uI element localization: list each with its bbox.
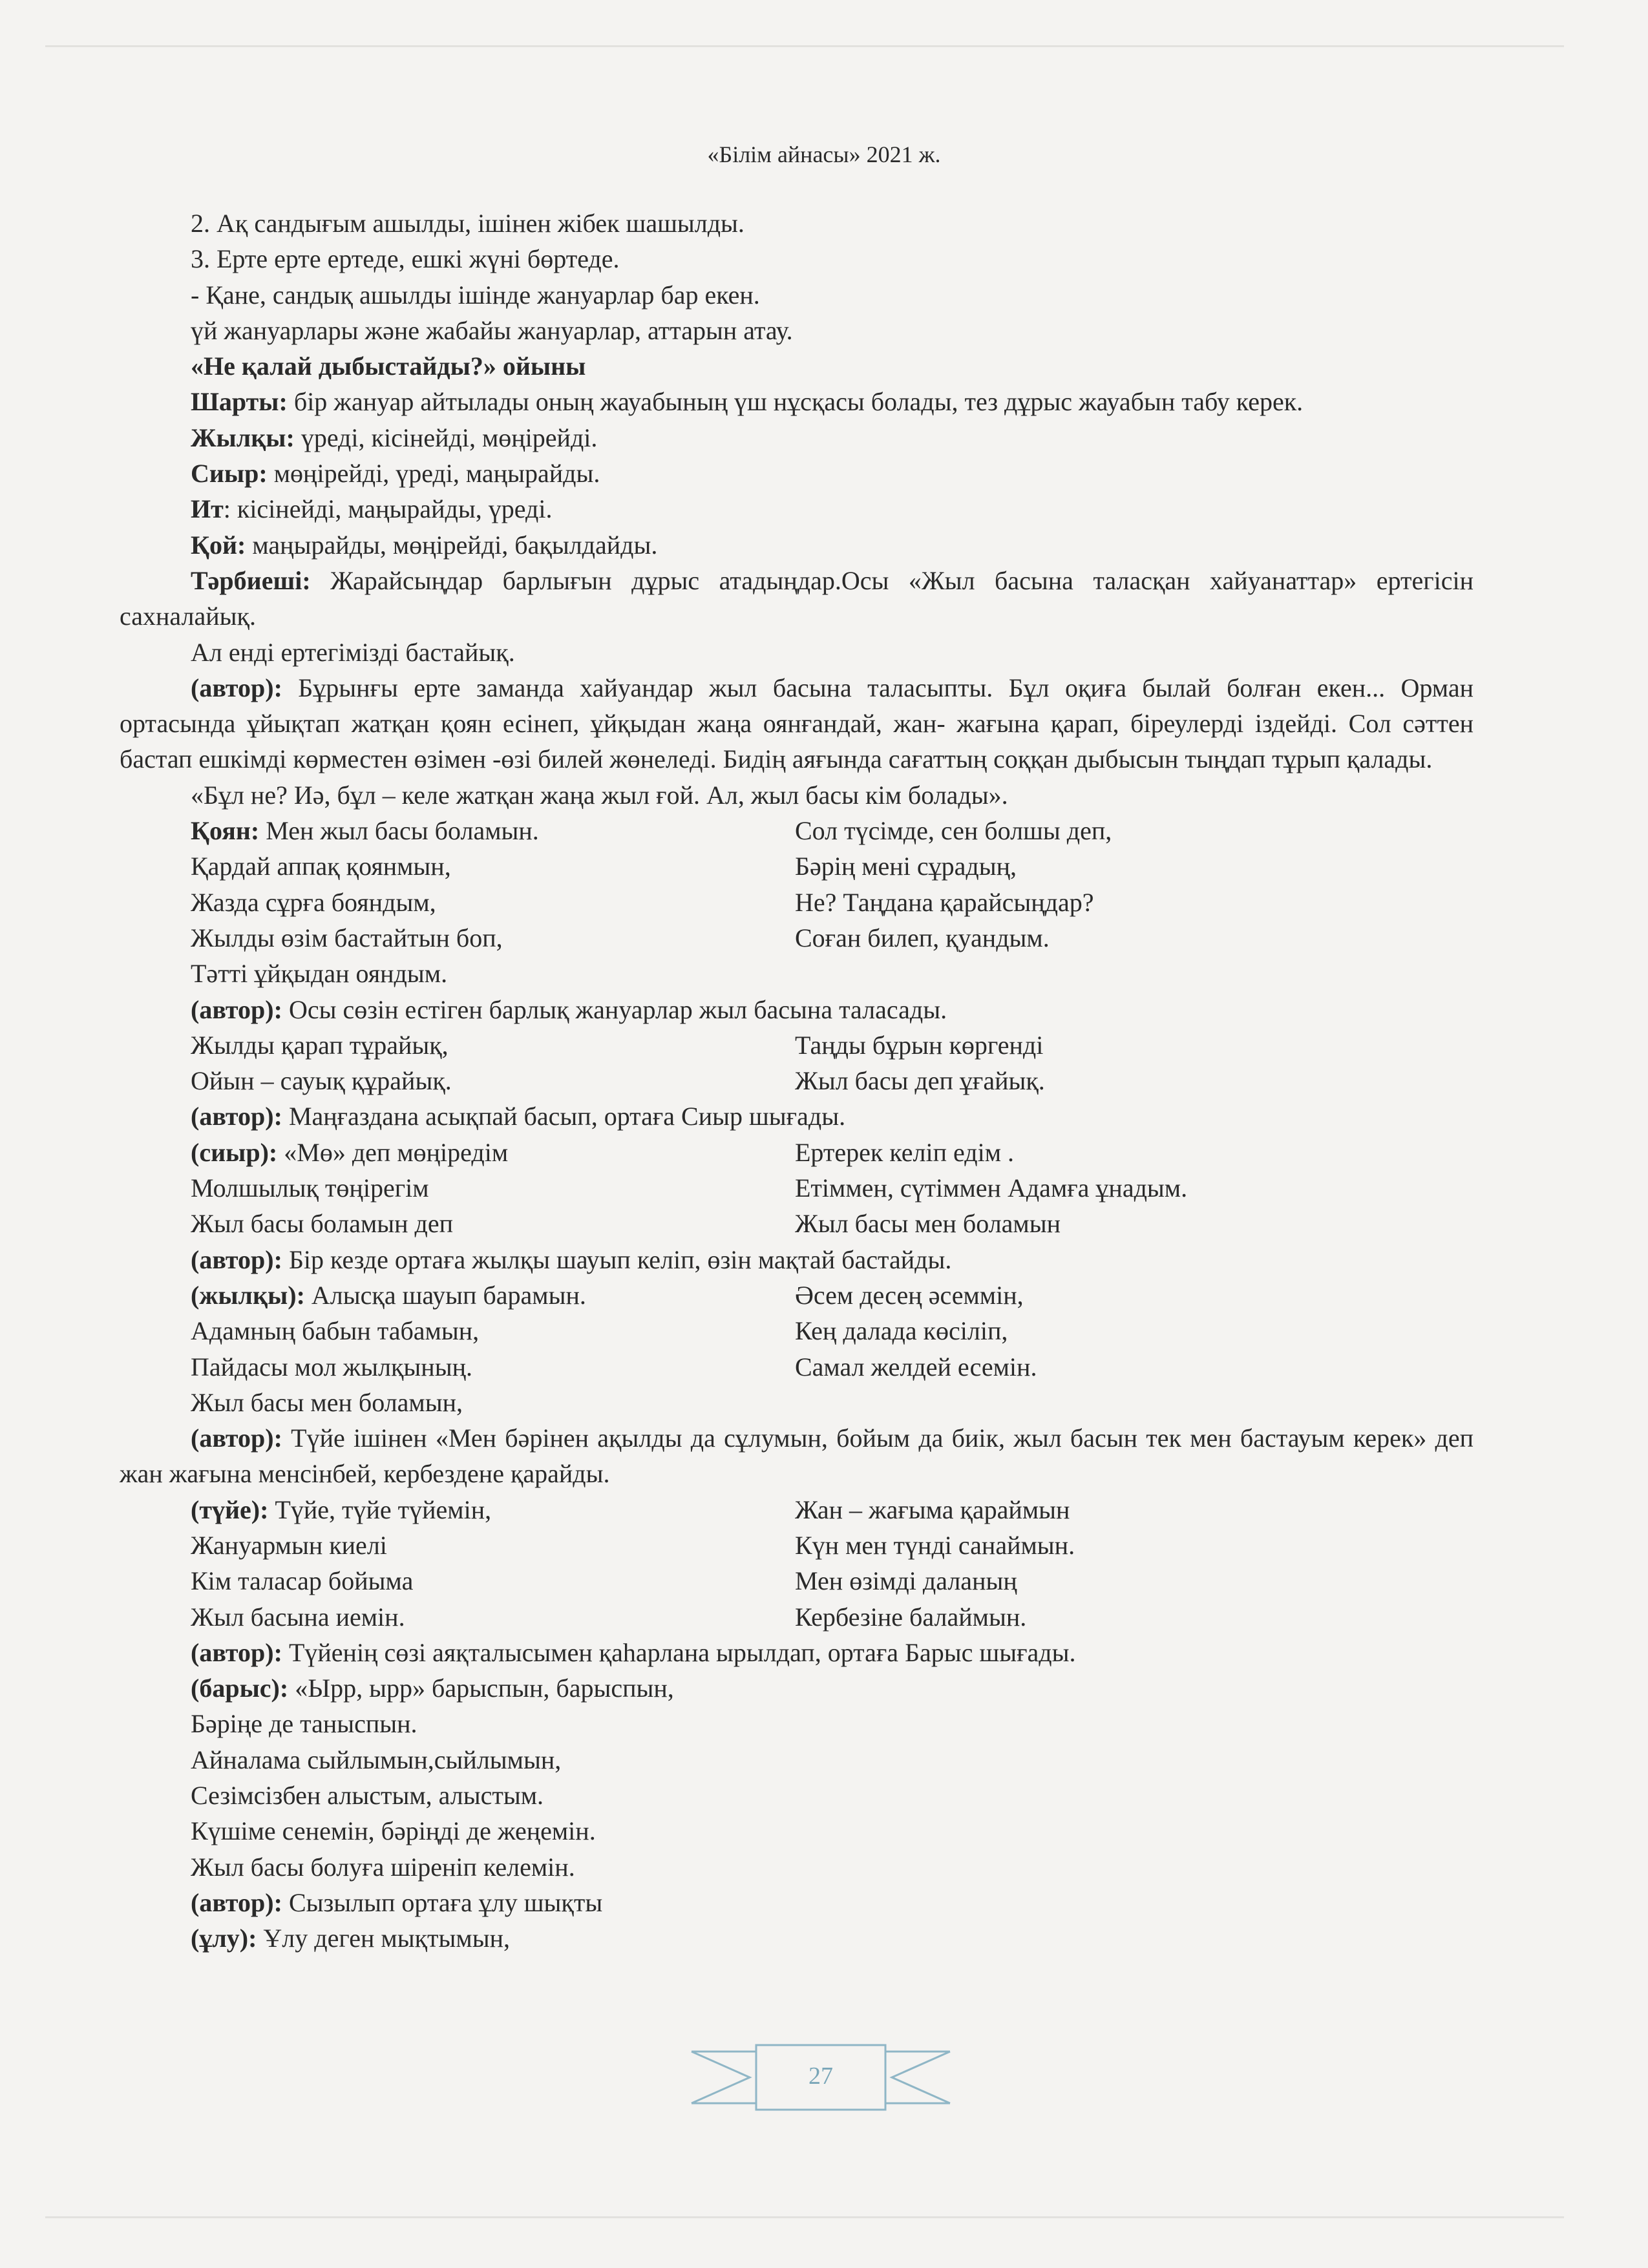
begin-line: Ал енді ертегімізді бастайық. [191, 637, 515, 667]
verse-row [120, 1563, 1474, 1599]
verse-left [120, 1277, 795, 1313]
verse-line: Күшіме сенемін, бәріңді де жеңемін. [191, 1816, 596, 1846]
verse-right: Сол түсімде, сен болшы деп, [795, 816, 1112, 846]
author-narration-5 [120, 1420, 1474, 1492]
verse-right: Әсем десең әсеммін, [795, 1280, 1024, 1310]
verse-text: Түйе, түйе түйемін, [268, 1495, 492, 1524]
author-text: Маңғаздана асықпай басып, ортаға Сиыр шығады. [282, 1102, 846, 1131]
verse-line: Айналама сыйлымын,сыйлымын, [191, 1745, 562, 1774]
verse-text: «Ырр, ырр» барыспын, барыспын, [288, 1674, 674, 1703]
verse-line: Жыл басы болуға шіреніп келемін. [191, 1852, 575, 1882]
verse-line: Жыл басы мен боламын, [191, 1387, 463, 1417]
game-rule [120, 384, 1474, 419]
page-edge-bottom [45, 2216, 1564, 2218]
verse-line: Сезімсізбен алыстым, алыстым. [191, 1781, 544, 1811]
verse-left: Жазда сұрға бояндым, [191, 887, 436, 917]
verse-left: Қардай аппақ қоянмын, [191, 852, 451, 881]
verse-row [120, 1313, 1474, 1349]
page-number-badge [685, 2039, 956, 2116]
rule-label: Шарты: [191, 387, 288, 417]
author-label: (автор): [191, 1637, 282, 1667]
author-label: (автор): [191, 1423, 282, 1453]
verse-right: Күн мен түнді санаймын. [795, 1530, 1075, 1560]
verse-right: Жыл басы мен боламын [795, 1209, 1061, 1239]
verse-text: Мен жыл басы боламын. [259, 816, 539, 846]
verse-text: «Мө» деп мөңіредім [277, 1137, 509, 1167]
author-narration-1 [120, 670, 1474, 777]
author-text: Бұрынғы ерте заманда хайуандар жыл басына таласыпты. Бұл оқиға былай болған екен... Орман ортасында ұйықтап жатқан қоян есінеп, ұйқыдан жаңа оянғандай, жан- жағына қарап, біреулерді іздейді. Сол сәттен бастап ешкімді көрместен өзімен -өзі билей жөнеледі. Бидің аяғында сағаттың соққан дыбысын тыңдап тұрып қалады. [120, 673, 1474, 774]
author-label: (автор): [191, 1887, 282, 1917]
author-text: Бір кезде ортаға жылқы шауып келіп, өзін мақтай бастайды. [282, 1244, 952, 1274]
verse-row [120, 1599, 1474, 1635]
author-narration-4 [120, 1242, 1474, 1277]
cow-role-label: (сиыр): [191, 1137, 278, 1167]
verse-right: Бәрің мені сұрадың, [795, 852, 1017, 881]
verse-left [120, 1135, 795, 1170]
sheep-label: Қой: [191, 530, 246, 560]
page-header: «Білім айнасы» 2021 ж. [707, 142, 941, 167]
horse-options [120, 420, 1474, 456]
dog-label: Ит [191, 494, 224, 524]
verse-line: Тәтті ұйқыдан ояндым. [191, 959, 448, 989]
author-label: (автор): [191, 994, 282, 1024]
teacher-line [120, 563, 1474, 635]
verse-left: Жыл басы боламын деп [191, 1209, 454, 1239]
document-body [120, 205, 1474, 1957]
verse-left: Жылды қарап тұрайық, [191, 1030, 449, 1060]
verse-left: Молшылық төңірегім [191, 1173, 429, 1203]
verse-right: Самал желдей есемін. [795, 1352, 1037, 1381]
author-text: Осы сөзін естіген барлық жануарлар жыл басына таласады. [282, 994, 947, 1024]
verse-line: Бәріңе де таныспын. [191, 1709, 417, 1739]
verse-right: Кербезіне балаймын. [795, 1602, 1027, 1632]
verse-left: Жануармын киелі [191, 1530, 387, 1560]
rabbit-label: Қоян: [191, 816, 260, 846]
verse-left [120, 813, 795, 848]
author-narration-2 [120, 992, 1474, 1027]
verse-text: Алысқа шауып барамын. [304, 1280, 586, 1310]
author-text: Түйе ішінен «Мен бәрінен ақылды да сұлумын, бойым да биік, жыл басын тек мен бастауым керек» деп жан жағына менсінбей, кербездене қарайды. [120, 1423, 1474, 1489]
verse-row [120, 1206, 1474, 1241]
verse-right: Ертерек келіп едім . [795, 1137, 1015, 1167]
verse-left: Ойын – сауық құрайық. [191, 1066, 452, 1096]
sheep-options [120, 527, 1474, 563]
verse-left: Жыл басына иемін. [191, 1602, 405, 1632]
verse-right: Не? Таңдана қарайсыңдар? [795, 887, 1094, 917]
verse-row [120, 1135, 1474, 1170]
verse-row [120, 1349, 1474, 1385]
verse-left [120, 1492, 795, 1528]
verse-text: Ұлу деген мықтымын, [257, 1924, 510, 1953]
riddle-line-2: 2. Ақ сандығым ашылды, ішінен жібек шашылды. [191, 209, 745, 238]
leopard-role-label: (барыс): [191, 1674, 289, 1703]
author-label: (автор): [191, 1244, 282, 1274]
cow-label: Сиыр: [191, 459, 268, 488]
verse-left: Жылды өзім бастайтын боп, [191, 923, 503, 952]
camel-role-label: (түйе): [191, 1495, 269, 1524]
horse-role-label: (жылқы): [191, 1280, 305, 1310]
author-label: (автор): [191, 1102, 282, 1131]
verse-right: Таңды бұрын көргенді [795, 1030, 1044, 1060]
verse-line [120, 1920, 1474, 1956]
verse-right: Жыл басы деп ұғайық. [795, 1066, 1045, 1096]
riddle-line-3: 3. Ерте ерте ертеде, ешкі жүні бөртеде. [191, 244, 620, 274]
verse-left: Пайдасы мол жылқының. [191, 1352, 472, 1381]
author-narration-7 [120, 1885, 1474, 1920]
verse-right: Жан – жағыма қараймын [795, 1495, 1070, 1524]
box-opened-line: - Қане, сандық ашылды ішінде жануарлар бар екен. [191, 280, 760, 310]
horse-label: Жылқы: [191, 423, 295, 452]
verse-row [120, 1027, 1474, 1063]
rule-text: бір жануар айтылады оның жауабының үш нұсқасы болады, тез дұрыс жауабын табу керек. [287, 387, 1304, 417]
verse-row [120, 1492, 1474, 1528]
page-number: 27 [808, 2063, 833, 2090]
verse-row [120, 1277, 1474, 1313]
verse-row [120, 848, 1474, 884]
verse-row [120, 1528, 1474, 1563]
page-edge-top [45, 45, 1564, 47]
verse-row [120, 920, 1474, 956]
verse-right: Кең далада көсіліп, [795, 1316, 1008, 1346]
verse-right: Соған билеп, қуандым. [795, 923, 1050, 952]
author-text: Түйенің сөзі аяқталысымен қаһарлана ырылдап, ортаға Барыс шығады. [282, 1637, 1076, 1667]
verse-left: Адамның бабын табамын, [191, 1316, 480, 1346]
dog-options [120, 491, 1474, 527]
author-narration-3 [120, 1098, 1474, 1134]
teacher-text: Жарайсыңдар барлығын дұрыс атадыңдар.Осы «Жыл басына таласқан хайуанаттар» ертегісін сахналайық. [120, 565, 1474, 631]
verse-right: Етіммен, сүтіммен Адамға ұнадым. [795, 1173, 1188, 1203]
verse-row [120, 813, 1474, 848]
verse-right: Мен өзімді даланың [795, 1566, 1017, 1596]
horse-text: үреді, кісінейді, мөңірейді. [294, 423, 598, 452]
verse-left: Кім таласар бойыма [191, 1566, 414, 1596]
dog-text: : кісінейді, маңырайды, үреді. [223, 494, 553, 524]
cow-options [120, 456, 1474, 491]
verse-line [120, 1670, 1474, 1706]
author-text: Сызылып ортаға ұлу шықты [282, 1887, 603, 1917]
snail-role-label: (ұлу): [191, 1924, 257, 1953]
teacher-label: Тәрбиеші: [191, 565, 311, 595]
verse-row [120, 1063, 1474, 1098]
sheep-text: маңырайды, мөңірейді, бақылдайды. [246, 530, 658, 560]
game-title: «Не қалай дыбыстайды?» ойыны [191, 352, 586, 381]
author-label: (автор): [191, 673, 282, 702]
verse-row [120, 1170, 1474, 1206]
verse-row [120, 885, 1474, 920]
quote-line: «Бұл не? Иә, бұл – келе жатқан жаңа жыл ғой. Ал, жыл басы кім болады». [191, 780, 1008, 810]
author-narration-6 [120, 1635, 1474, 1670]
cow-text: мөңірейді, үреді, маңырайды. [267, 459, 600, 488]
animals-task-line: үй жануарлары және жабайы жануарлар, аттарын атау. [191, 315, 793, 345]
